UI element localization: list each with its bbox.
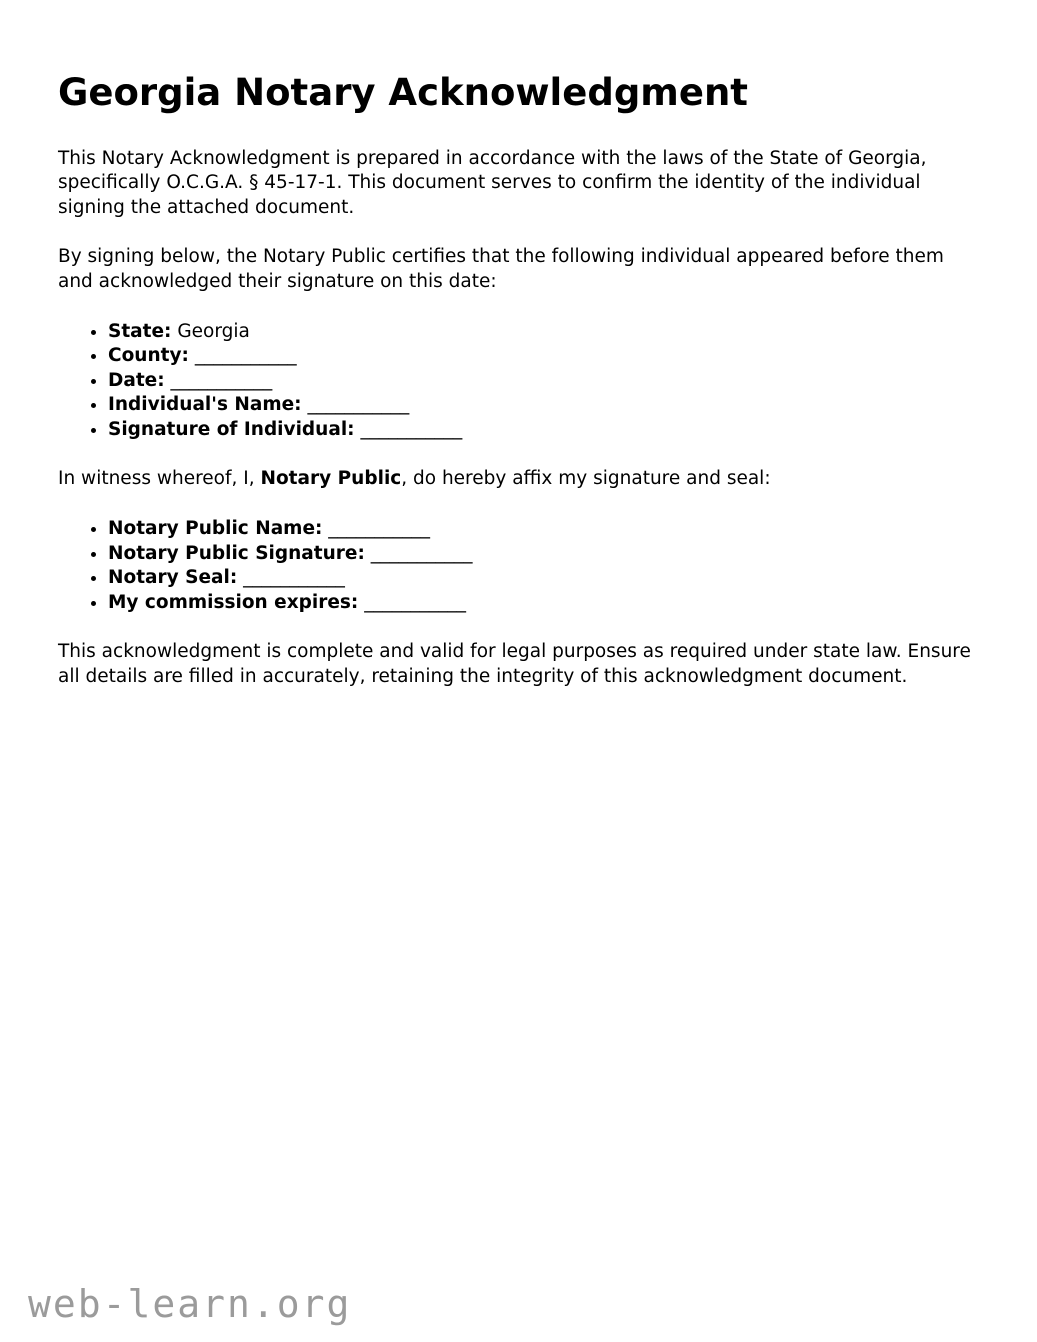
individual-fields-list (58, 320, 979, 443)
field-value: ___________ (237, 567, 345, 589)
field-value: ___________ (301, 394, 410, 416)
field-label: My commission expires: (108, 591, 359, 613)
field-value: ___________ (364, 542, 473, 564)
witness-bold: Notary Public (260, 468, 402, 490)
field-label: Signature of Individual: (108, 418, 355, 440)
field-label: Notary Public Signature: (108, 542, 365, 564)
page-title: Georgia Notary Acknowledgment (58, 71, 748, 114)
field-label: Individual's Name: (108, 394, 302, 416)
field-value: ___________ (354, 418, 463, 440)
field-value: Georgia (171, 320, 250, 342)
field-label: Notary Public Name: (108, 518, 323, 540)
field-state (108, 320, 979, 345)
witness-suffix: , do hereby affix my signature and seal: (401, 468, 771, 490)
field-value: ___________ (164, 369, 273, 391)
notary-fields-list (58, 517, 979, 615)
field-value: ___________ (322, 518, 431, 540)
field-label: State: (108, 320, 172, 342)
field-value: ___________ (358, 591, 466, 613)
field-notary-signature (108, 542, 979, 567)
closing-paragraph: This acknowledgment is complete and valid for legal purposes as required under state law. Ensure all details are filled in accurately, retaining the integrity of this acknowledgment document. (58, 641, 971, 688)
witness-prefix: In witness whereof, I, (58, 468, 261, 490)
field-label: Notary Seal: (108, 567, 238, 589)
field-notary-seal (108, 566, 979, 591)
field-label: Date: (108, 369, 165, 391)
certify-paragraph: By signing below, the Notary Public certifies that the following individual appeared before them and acknowledged their signature on this date: (58, 246, 944, 292)
watermark-text: web-learn.org (28, 1282, 352, 1326)
field-label: County: (108, 345, 189, 367)
field-individual-name (108, 393, 979, 418)
field-commission-expires (108, 591, 979, 616)
field-county (108, 344, 979, 369)
field-date (108, 369, 979, 394)
field-notary-name (108, 517, 979, 542)
field-value: ___________ (188, 345, 297, 367)
witness-paragraph (58, 467, 979, 492)
intro-paragraph: This Notary Acknowledgment is prepared in accordance with the laws of the State of Georgia, specifically O.C.G.A. § 45-17-1. This document serves to confirm the identity of the individual signing the attached document. (58, 147, 927, 218)
field-individual-signature (108, 418, 979, 443)
